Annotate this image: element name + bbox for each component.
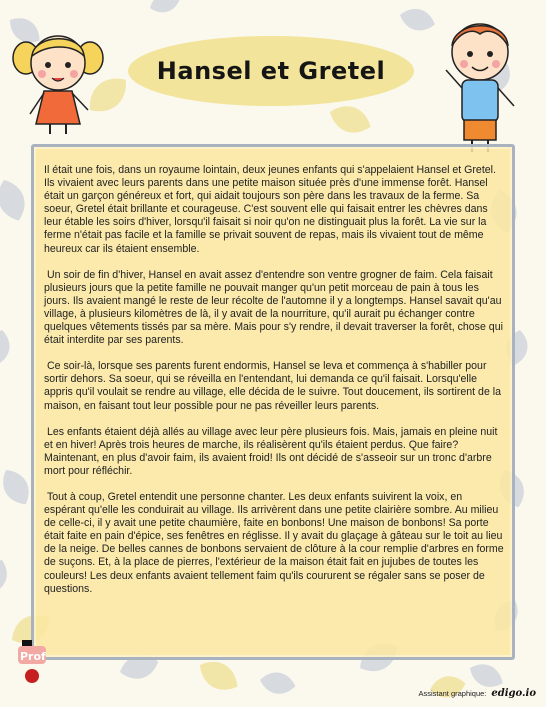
title-banner	[128, 36, 414, 106]
credit-label: Assistant graphique:	[418, 689, 487, 698]
story-text	[44, 164, 506, 609]
story-paragraph: Ce soir-là, lorsque ses parents furent endormis, Hansel se leva et commença à s'habiller pour sortir dehors. Sa soeur, qui se réveilla en l'entendant, lui demanda ce qu'il faisait. Lorsqu'elle appris qu'il voulait se rendre au village, elle décida de le suivre. Tout doucement, ils sortirent de la maison, en faisant tout leur possible pour ne pas réveiller leurs parents.	[44, 360, 504, 412]
story-paragraph: Un soir de fin d'hiver, Hansel en avait assez d'entendre son ventre grogner de faim. Cela faisait plusieurs jours que la petite famille ne pouvait manger qu'un petit morceau de pain à tous les jours. Ils avaient mangé le reste de leur récolte de l'automne il y a longtemps. Hansel savait qu'au village, à plusieurs kilomètres de là, il y avait de la nourriture, qu'il aurait pu échanger contre quelques vêtements tissés par sa mère. Mais pour s'y rendre, il devait traverser la forêt, chose qui était interdite par ses parents.	[44, 268, 506, 347]
girl-character-icon	[8, 18, 108, 138]
logo-text: Prof	[20, 650, 46, 663]
page-title: Hansel et Gretel	[156, 57, 386, 85]
story-paragraph: Tout à coup, Gretel entendit une personne chanter. Les deux enfants suivirent la voix, en espérant qu'elle les conduirait au village. Ils arrivèrent dans une petite clairière sombre. Au milieu de celle-ci, il y avait une petite chaumière, faite en bonbons! Une maison de bonbons! Sa porte était faite en pain d'épice, ses fenêtres en réglisse. Il y avait du glaçage à gâteau sur le toit au lieu de la neige. De belles cannes de bonbons servaient de clôture à la cour remplie d'arbres en forme de suçons. Et, à la place de pierres, l'extérieur de la maison était fait en jujubes de toutes les couleurs! Les deux enfants avaient tellement faim qu'ils coururent se régaler sans se poser de questions.	[44, 490, 507, 595]
credit-brand: edigo.io	[491, 688, 536, 699]
story-paragraph: Les enfants étaient déjà allés au village avec leur père plusieurs fois. Mais, jamais en pleine nuit et en hiver! Après trois heures de marche, ils réalisèrent qu'ils étaient perdus. Que faire? Maintenant, en plus d'avoir faim, ils avaient froid! Ils ont décidé de s'asseoir sur un tronc d'arbre mort pour réfléchir.	[44, 425, 501, 477]
story-paragraph: Il était une fois, dans un royaume lointain, deux jeunes enfants qui s'appelaient Hansel et Gretel. Ils vivaient avec leurs parents dans une petite maison située près d'une immense forêt. Hansel était un garçon généreux et fort, qui aidait toujours son père dans les travaux de la ferme. Sa soeur, Gretel était brillante et courageuse. C'est souvent elle qui faisait entrer les chèvres dans leur étable les soirs d'hiver, lorsqu'il faisait si noir qu'on ne distinguait plus la forêt. La vie sur la ferme n'était pas facile et la famille se privait souvent de repas, mais ils vivaient tout de même heureux car ils étaient ensemble.	[44, 164, 499, 255]
credit-line	[418, 688, 536, 699]
prof-logo-icon	[18, 638, 58, 684]
boy-character-icon	[432, 10, 528, 160]
